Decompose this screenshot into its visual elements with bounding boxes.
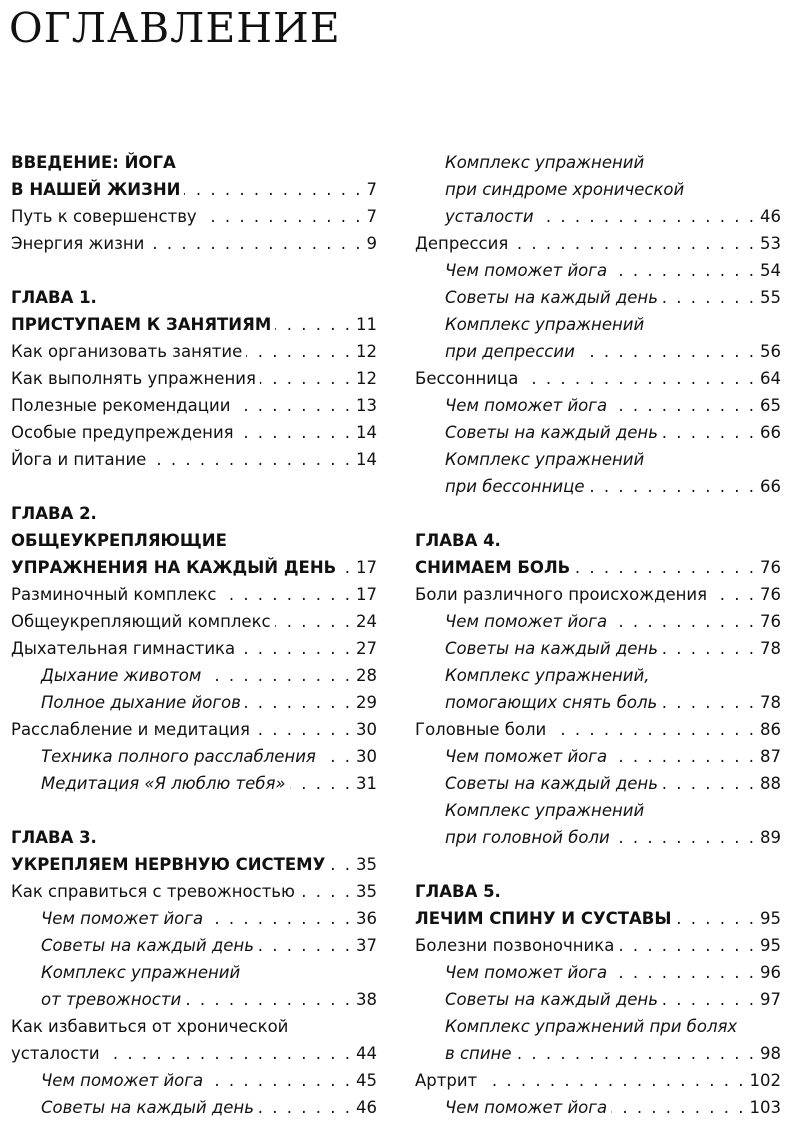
- toc-entry-title: ПРИСТУПАЕМ К ЗАНЯТИЯМ: [11, 315, 272, 334]
- toc-entry: [11, 1094, 377, 1121]
- toc-entry-title: в спине: [445, 1044, 512, 1063]
- toc-spacer: [415, 851, 781, 878]
- toc-entry-title: от тревожности: [41, 990, 182, 1009]
- toc-page-number: 14: [356, 423, 377, 442]
- dot-leader: [329, 851, 352, 878]
- toc-entry-title: ЛЕЧИМ СПИНУ И СУСТАВЫ: [415, 909, 672, 928]
- toc-page-number: 65: [760, 396, 781, 415]
- toc-entry-title: при синдроме хронической: [445, 180, 685, 199]
- toc-heading: [415, 554, 781, 581]
- dot-leader: [260, 365, 352, 392]
- dot-leader: [611, 608, 756, 635]
- toc-page-number: 55: [760, 288, 781, 307]
- toc-heading: [11, 527, 377, 554]
- toc-entry-title: Дыхательная гимнастика: [11, 639, 236, 658]
- toc-page-number: 38: [356, 990, 377, 1009]
- toc-entry-title: ГЛАВА 5.: [415, 882, 501, 901]
- toc-entry-title: Медитация «Я люблю тебя»: [41, 774, 286, 793]
- toc-entry-title: Комплекс упражнений: [445, 450, 645, 469]
- dot-leader: [238, 419, 352, 446]
- toc-entry-title: Советы на каждый день: [445, 774, 658, 793]
- toc-right-column: [415, 149, 781, 1121]
- dot-leader: [611, 1094, 745, 1121]
- toc-entry-title: Чем поможет йога: [445, 612, 608, 631]
- toc-entry: [415, 149, 781, 176]
- page-title: ОГЛАВЛЕНИЕ: [9, 4, 341, 52]
- toc-entry-title: Полное дыхание йогов: [41, 693, 241, 712]
- dot-leader: [205, 662, 352, 689]
- toc-page-number: 98: [760, 1044, 781, 1063]
- toc-page-number: 102: [749, 1071, 781, 1090]
- toc-entry-title: Комплекс упражнений: [445, 153, 645, 172]
- toc-entry-title: усталости: [11, 1044, 100, 1063]
- dot-leader: [290, 770, 352, 797]
- toc-entry: [415, 1094, 781, 1121]
- toc-page-number: 53: [760, 234, 781, 253]
- toc-page-number: 76: [760, 612, 781, 631]
- toc-page-number: 95: [760, 936, 781, 955]
- toc-entry-title: Разминочный комплекс: [11, 585, 217, 604]
- toc-entry-title: Как выполнять упражнения: [11, 369, 256, 388]
- dot-leader: [662, 986, 756, 1013]
- toc-entry-title: Советы на каждый день: [445, 990, 658, 1009]
- toc-page-number: 28: [356, 666, 377, 685]
- dot-leader: [675, 905, 756, 932]
- toc-entry: [11, 716, 377, 743]
- toc-entry-title: при головной боли: [445, 828, 610, 847]
- toc-heading: [11, 311, 377, 338]
- toc-entry: [415, 608, 781, 635]
- toc-entry: [11, 1013, 377, 1040]
- toc-page-number: 12: [356, 342, 377, 361]
- toc-entry-title: Энергия жизни: [11, 234, 145, 253]
- toc-page-number: 13: [356, 396, 377, 415]
- toc-page-number: 30: [356, 720, 377, 739]
- toc-entry-title: ВВЕДЕНИЕ: ЙОГА: [11, 153, 176, 172]
- toc-entry-title: Советы на каждый день: [41, 1098, 254, 1117]
- toc-page-number: 24: [356, 612, 377, 631]
- dot-leader: [104, 1040, 352, 1067]
- toc-entry-title: Чем поможет йога: [445, 1098, 608, 1117]
- toc-entry: [415, 1040, 781, 1067]
- toc-entry-title: Полезные рекомендации: [11, 396, 231, 415]
- toc-entry: [415, 689, 781, 716]
- toc-entry-title: Как организовать занятие: [11, 342, 243, 361]
- dot-leader: [254, 716, 352, 743]
- dot-leader: [207, 1067, 352, 1094]
- toc-page-number: 11: [356, 315, 377, 334]
- toc-entry: [415, 1067, 781, 1094]
- toc-page-number: 14: [356, 450, 377, 469]
- toc-entry: [415, 203, 781, 230]
- toc-page-number: 46: [760, 207, 781, 226]
- toc-page-number: 76: [760, 585, 781, 604]
- dot-leader: [320, 743, 352, 770]
- toc-entry: [415, 473, 781, 500]
- toc-page-number: 54: [760, 261, 781, 280]
- toc-entry: [415, 716, 781, 743]
- toc-entry-title: УПРАЖНЕНИЯ НА КАЖДЫЙ ДЕНЬ: [11, 558, 337, 577]
- dot-leader: [201, 203, 363, 230]
- dot-leader: [207, 905, 352, 932]
- toc-heading: [11, 824, 377, 851]
- toc-entry-title: Чем поможет йога: [41, 909, 204, 928]
- toc-entry: [415, 176, 781, 203]
- toc-entry: [415, 338, 781, 365]
- dot-leader: [258, 1094, 352, 1121]
- toc-entry: [415, 986, 781, 1013]
- toc-page-number: 45: [356, 1071, 377, 1090]
- dot-leader: [579, 338, 756, 365]
- toc-page-number: 17: [356, 558, 377, 577]
- toc-page-number: 44: [356, 1044, 377, 1063]
- toc-spacer: [415, 500, 781, 527]
- toc-page-number: 87: [760, 747, 781, 766]
- toc-page-number: 97: [760, 990, 781, 1009]
- toc-entry-title: Комплекс упражнений: [445, 315, 645, 334]
- toc-entry-title: Расслабление и медитация: [11, 720, 250, 739]
- toc-entry-title: ОБЩЕУКРЕПЛЯЮЩИЕ: [11, 531, 227, 550]
- toc-entry-title: Путь к совершенству: [11, 207, 197, 226]
- dot-leader: [481, 1067, 745, 1094]
- toc-spacer: [11, 257, 377, 284]
- toc-entry: [11, 743, 377, 770]
- toc-page-number: 35: [356, 882, 377, 901]
- toc-entry: [11, 230, 377, 257]
- toc-entry-title: ГЛАВА 2.: [11, 504, 97, 523]
- toc-entry: [415, 284, 781, 311]
- dot-leader: [661, 689, 756, 716]
- toc-heading: [11, 851, 377, 878]
- toc-entry: [415, 446, 781, 473]
- toc-heading: [11, 149, 377, 176]
- toc-left-column: [11, 149, 377, 1121]
- toc-entry: [415, 581, 781, 608]
- toc-page-number: 29: [356, 693, 377, 712]
- dot-leader: [550, 716, 756, 743]
- toc-entry: [11, 608, 377, 635]
- dot-leader: [614, 824, 756, 851]
- dot-leader: [522, 365, 756, 392]
- dot-leader: [662, 419, 756, 446]
- toc-entry: [415, 824, 781, 851]
- toc-page-number: 86: [760, 720, 781, 739]
- toc-entry-title: Дыхание животом: [41, 666, 202, 685]
- dot-leader: [611, 392, 756, 419]
- dot-leader: [239, 635, 352, 662]
- toc-entry: [415, 392, 781, 419]
- toc-entry: [11, 662, 377, 689]
- toc-entry-title: Чем поможет йога: [445, 396, 608, 415]
- toc-entry-title: В НАШЕЙ ЖИЗНИ: [11, 180, 181, 199]
- toc-entry: [415, 419, 781, 446]
- toc-entry-title: Чем поможет йога: [41, 1071, 204, 1090]
- toc-entry: [415, 662, 781, 689]
- toc-entry: [11, 878, 377, 905]
- toc-entry: [11, 581, 377, 608]
- dot-leader: [662, 284, 756, 311]
- dot-leader: [512, 230, 756, 257]
- toc-entry-title: Депрессия: [415, 234, 509, 253]
- toc-entry: [415, 635, 781, 662]
- toc-page-number: 96: [760, 963, 781, 982]
- toc-entry-title: Комплекс упражнений: [445, 801, 645, 820]
- toc-entry: [415, 743, 781, 770]
- toc-entry-title: Чем поможет йога: [445, 747, 608, 766]
- toc-entry-title: Комплекс упражнений при болях: [445, 1017, 738, 1036]
- dot-leader: [574, 554, 756, 581]
- toc-page-number: 78: [760, 693, 781, 712]
- toc-entry-title: Советы на каждый день: [445, 639, 658, 658]
- toc-heading: [11, 500, 377, 527]
- toc-entry: [11, 770, 377, 797]
- dot-leader: [662, 635, 756, 662]
- toc-entry-title: Чем поможет йога: [445, 963, 608, 982]
- dot-leader: [275, 311, 352, 338]
- toc-entry: [415, 959, 781, 986]
- toc-entry-title: СНИМАЕМ БОЛЬ: [415, 558, 571, 577]
- toc-entry-title: усталости: [445, 207, 534, 226]
- toc-entry: [11, 959, 377, 986]
- dot-leader: [611, 257, 756, 284]
- toc-entry-title: Бессонница: [415, 369, 519, 388]
- toc-page-number: 7: [366, 180, 377, 199]
- toc-heading: [415, 905, 781, 932]
- toc-entry: [11, 635, 377, 662]
- toc-page-number: 12: [356, 369, 377, 388]
- toc-entry: [11, 689, 377, 716]
- toc-page-number: 78: [760, 639, 781, 658]
- dot-leader: [611, 743, 756, 770]
- toc-entry-title: ГЛАВА 4.: [415, 531, 501, 550]
- toc-entry-title: Комплекс упражнений: [41, 963, 241, 982]
- toc-page-number: 66: [760, 477, 781, 496]
- toc-entry-title: Артрит: [415, 1071, 478, 1090]
- toc-page-number: 76: [760, 558, 781, 577]
- toc-page-number: 17: [356, 585, 377, 604]
- toc-entry: [11, 203, 377, 230]
- dot-leader: [150, 446, 352, 473]
- toc-page-number: 95: [760, 909, 781, 928]
- toc-entry: [415, 311, 781, 338]
- toc-entry-title: помогающих снять боль: [445, 693, 658, 712]
- toc-page-number: 46: [356, 1098, 377, 1117]
- toc-heading: [415, 527, 781, 554]
- toc-entry-title: Общеукрепляющий комплекс: [11, 612, 271, 631]
- dot-leader: [516, 1040, 757, 1067]
- toc-entry-title: Как избавиться от хронической: [11, 1017, 289, 1036]
- toc-entry-title: при бессоннице: [445, 477, 585, 496]
- toc-page-number: 7: [366, 207, 377, 226]
- toc-page-number: 89: [760, 828, 781, 847]
- toc-entry: [11, 365, 377, 392]
- dot-leader: [662, 770, 756, 797]
- toc-page-number: 103: [749, 1098, 781, 1117]
- toc-page-number: 30: [356, 747, 377, 766]
- toc-entry: [415, 257, 781, 284]
- toc-entry-title: Советы на каждый день: [445, 288, 658, 307]
- dot-leader: [258, 932, 352, 959]
- toc-entry: [415, 1013, 781, 1040]
- toc-entry: [11, 446, 377, 473]
- toc-entry: [415, 932, 781, 959]
- dot-leader: [618, 932, 756, 959]
- toc-spacer: [11, 473, 377, 500]
- toc-entry: [11, 986, 377, 1013]
- toc-entry: [415, 797, 781, 824]
- toc-page-number: 66: [760, 423, 781, 442]
- dot-leader: [234, 392, 352, 419]
- toc-entry-title: ГЛАВА 1.: [11, 288, 97, 307]
- toc-page-number: 37: [356, 936, 377, 955]
- toc-entry-title: при депрессии: [445, 342, 575, 361]
- toc-entry: [11, 905, 377, 932]
- toc-page-number: 64: [760, 369, 781, 388]
- toc-page-number: 31: [356, 774, 377, 793]
- toc-entry-title: УКРЕПЛЯЕМ НЕРВНУЮ СИСТЕМУ: [11, 855, 326, 874]
- toc-entry-title: Головные боли: [415, 720, 547, 739]
- dot-leader: [220, 581, 352, 608]
- toc-heading: [11, 554, 377, 581]
- toc-heading: [11, 284, 377, 311]
- dot-leader: [245, 689, 352, 716]
- toc-entry-title: Как справиться с тревожностью: [11, 882, 295, 901]
- toc-entry: [415, 770, 781, 797]
- toc-entry: [11, 392, 377, 419]
- toc-entry-title: Советы на каждый день: [445, 423, 658, 442]
- toc-entry-title: Советы на каждый день: [41, 936, 254, 955]
- toc-page-number: 27: [356, 639, 377, 658]
- toc-page-number: 88: [760, 774, 781, 793]
- dot-leader: [275, 608, 352, 635]
- toc-page-number: 35: [356, 855, 377, 874]
- toc-page-number: 56: [760, 342, 781, 361]
- dot-leader: [299, 878, 352, 905]
- toc-entry-title: Особые предупреждения: [11, 423, 234, 442]
- dot-leader: [588, 473, 756, 500]
- toc-entry: [415, 230, 781, 257]
- toc-entry: [415, 365, 781, 392]
- dot-leader: [148, 230, 362, 257]
- dot-leader: [184, 176, 362, 203]
- toc-entry: [11, 338, 377, 365]
- dot-leader: [246, 338, 352, 365]
- toc-page-number: 9: [366, 234, 377, 253]
- dot-leader: [711, 581, 756, 608]
- toc-entry-title: Комплекс упражнений,: [445, 666, 650, 685]
- toc-entry: [11, 419, 377, 446]
- toc-page-number: 36: [356, 909, 377, 928]
- toc-entry-title: Чем поможет йога: [445, 261, 608, 280]
- toc-entry-title: Боли различного происхождения: [415, 585, 708, 604]
- toc-entry: [11, 1040, 377, 1067]
- toc-entry: [11, 1067, 377, 1094]
- toc-spacer: [11, 797, 377, 824]
- toc-entry-title: Техника полного расслабления: [41, 747, 316, 766]
- toc-heading: [415, 878, 781, 905]
- toc-heading: [11, 176, 377, 203]
- toc-entry-title: Болезни позвоночника: [415, 936, 615, 955]
- dot-leader: [611, 959, 756, 986]
- toc-entry-title: Йога и питание: [11, 450, 147, 469]
- toc-entry-title: ГЛАВА 3.: [11, 828, 97, 847]
- dot-leader: [538, 203, 756, 230]
- dot-leader: [185, 986, 352, 1013]
- dot-leader: [340, 554, 352, 581]
- toc-entry: [11, 932, 377, 959]
